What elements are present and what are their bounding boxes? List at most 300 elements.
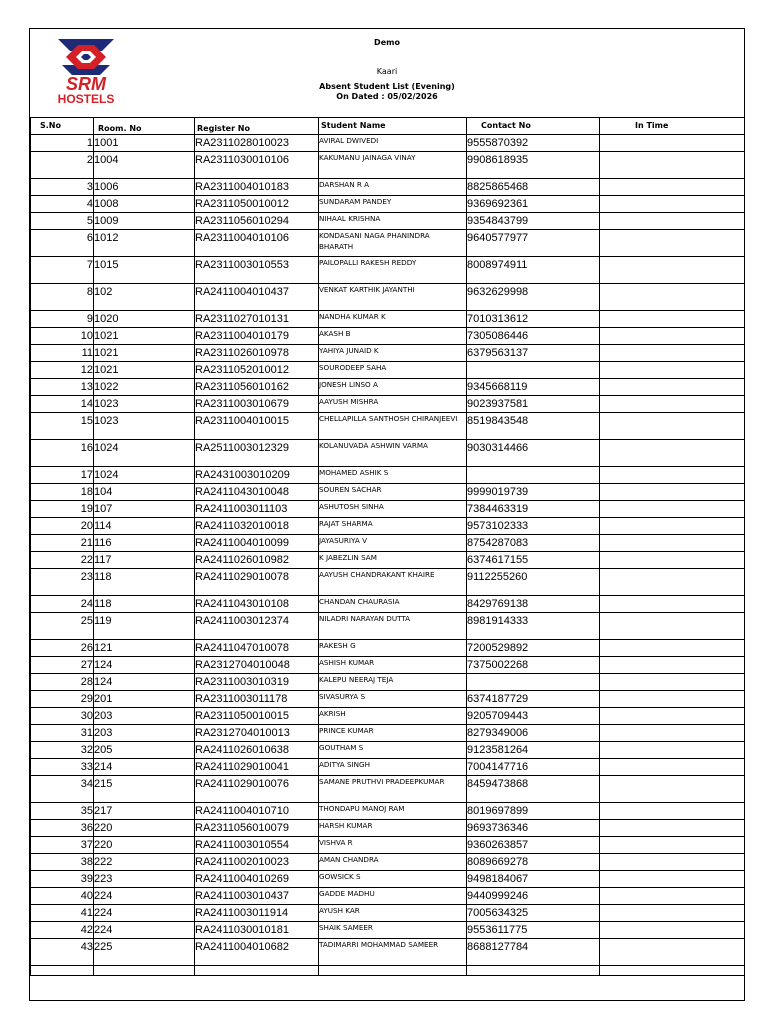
col-header-room: Room. No	[94, 118, 195, 135]
cell-room: 220	[94, 820, 195, 837]
table-row	[31, 820, 745, 837]
cell-student-name: KOLANUVADA ASHWIN VARMA	[319, 440, 467, 467]
cell-sno: 33	[31, 759, 94, 776]
cell-student-name: KAKUMANU JAINAGA VINAY	[319, 152, 467, 179]
cell-in-time	[600, 657, 745, 674]
cell-contact-no: 9030314466	[467, 440, 600, 467]
cell-contact-no: 9205709443	[467, 708, 600, 725]
cell-sno: 14	[31, 396, 94, 413]
cell-in-time	[600, 691, 745, 708]
cell-in-time	[600, 284, 745, 311]
cell-room: 201	[94, 691, 195, 708]
cell-empty	[600, 966, 745, 976]
cell-in-time	[600, 674, 745, 691]
cell-register-no: RA2311056010162	[195, 379, 319, 396]
cell-student-name: DARSHAN R A	[319, 179, 467, 196]
table-row	[31, 674, 745, 691]
cell-empty	[94, 966, 195, 976]
cell-sno: 3	[31, 179, 94, 196]
cell-student-name: PAILOPALLI RAKESH REDDY	[319, 257, 467, 284]
cell-register-no: RA2311003011178	[195, 691, 319, 708]
table-row	[31, 922, 745, 939]
cell-sno: 19	[31, 501, 94, 518]
table-row	[31, 776, 745, 803]
table-row	[31, 803, 745, 820]
cell-register-no: RA2411004010710	[195, 803, 319, 820]
table-row	[31, 535, 745, 552]
cell-student-name: VISHVA R	[319, 837, 467, 854]
cell-in-time	[600, 837, 745, 854]
cell-room: 1015	[94, 257, 195, 284]
cell-in-time	[600, 467, 745, 484]
cell-register-no: RA2431003010209	[195, 467, 319, 484]
cell-sno: 34	[31, 776, 94, 803]
cell-student-name: SHAIK SAMEER	[319, 922, 467, 939]
cell-register-no: RA2311026010978	[195, 345, 319, 362]
table-row	[31, 230, 745, 257]
cell-student-name: MOHAMED ASHIK S	[319, 467, 467, 484]
cell-room: 224	[94, 922, 195, 939]
cell-register-no: RA2311003010553	[195, 257, 319, 284]
table-row	[31, 939, 745, 966]
table-row	[31, 691, 745, 708]
report-title: Absent Student List (Evening)	[319, 82, 455, 91]
cell-contact-no: 8008974911	[467, 257, 600, 284]
cell-contact-no: 7010313612	[467, 311, 600, 328]
table-row	[31, 596, 745, 613]
cell-register-no: RA2411004010099	[195, 535, 319, 552]
cell-contact-no: 8754287083	[467, 535, 600, 552]
cell-register-no: RA2411029010078	[195, 569, 319, 596]
cell-sno: 13	[31, 379, 94, 396]
table-row	[31, 657, 745, 674]
cell-room: 1008	[94, 196, 195, 213]
cell-sno: 11	[31, 345, 94, 362]
table-row	[31, 345, 745, 362]
cell-room: 1024	[94, 440, 195, 467]
cell-student-name: AMAN CHANDRA	[319, 854, 467, 871]
cell-student-name: TADIMARRI MOHAMMAD SAMEER	[319, 939, 467, 966]
cell-room: 114	[94, 518, 195, 535]
cell-in-time	[600, 742, 745, 759]
cell-register-no: RA2411026010982	[195, 552, 319, 569]
cell-register-no: RA2312704010013	[195, 725, 319, 742]
cell-sno: 40	[31, 888, 94, 905]
cell-contact-no: 9440999246	[467, 888, 600, 905]
cell-room: 1006	[94, 179, 195, 196]
cell-in-time	[600, 888, 745, 905]
cell-room: 1001	[94, 135, 195, 152]
cell-register-no: RA2411003010437	[195, 888, 319, 905]
cell-sno: 23	[31, 569, 94, 596]
cell-contact-no: 8279349006	[467, 725, 600, 742]
cell-student-name: JAYASURIYA V	[319, 535, 467, 552]
table-row	[31, 725, 745, 742]
cell-in-time	[600, 640, 745, 657]
cell-register-no: RA2411032010018	[195, 518, 319, 535]
cell-in-time	[600, 569, 745, 596]
cell-room: 121	[94, 640, 195, 657]
cell-room: 205	[94, 742, 195, 759]
cell-in-time	[600, 179, 745, 196]
cell-contact-no: 9693736346	[467, 820, 600, 837]
cell-room: 1021	[94, 328, 195, 345]
cell-sno: 43	[31, 939, 94, 966]
cell-contact-no: 9999019739	[467, 484, 600, 501]
cell-room: 118	[94, 596, 195, 613]
cell-student-name: AYUSH KAR	[319, 905, 467, 922]
cell-sno: 22	[31, 552, 94, 569]
cell-room: 214	[94, 759, 195, 776]
table-header-row	[31, 118, 745, 135]
cell-sno: 35	[31, 803, 94, 820]
cell-room: 1012	[94, 230, 195, 257]
cell-in-time	[600, 820, 745, 837]
cell-room: 224	[94, 888, 195, 905]
cell-register-no: RA2411047010078	[195, 640, 319, 657]
cell-room: 222	[94, 854, 195, 871]
cell-in-time	[600, 213, 745, 230]
cell-register-no: RA2311050010012	[195, 196, 319, 213]
cell-contact-no: 9573102333	[467, 518, 600, 535]
cell-contact-no: 6374617155	[467, 552, 600, 569]
cell-in-time	[600, 596, 745, 613]
table-row	[31, 871, 745, 888]
cell-register-no: RA2411004010682	[195, 939, 319, 966]
cell-in-time	[600, 708, 745, 725]
logo-text-srm: SRM	[66, 74, 106, 94]
cell-sno: 25	[31, 613, 94, 640]
cell-contact-no: 9369692361	[467, 196, 600, 213]
cell-in-time	[600, 922, 745, 939]
cell-register-no: RA2411003012374	[195, 613, 319, 640]
cell-sno: 20	[31, 518, 94, 535]
cell-room: 119	[94, 613, 195, 640]
cell-sno: 36	[31, 820, 94, 837]
cell-sno: 15	[31, 413, 94, 440]
cell-student-name: ADITYA SINGH	[319, 759, 467, 776]
cell-student-name: RAJAT SHARMA	[319, 518, 467, 535]
cell-in-time	[600, 345, 745, 362]
table-row	[31, 152, 745, 179]
cell-student-name: JONESH LINSO A	[319, 379, 467, 396]
table-row	[31, 640, 745, 657]
cell-register-no: RA2312704010048	[195, 657, 319, 674]
cell-contact-no: 7384463319	[467, 501, 600, 518]
cell-contact-no: 8981914333	[467, 613, 600, 640]
cell-empty	[195, 966, 319, 976]
table-row	[31, 501, 745, 518]
cell-student-name: HARSH KUMAR	[319, 820, 467, 837]
table-row	[31, 311, 745, 328]
col-header-name: Student Name	[319, 118, 467, 135]
cell-in-time	[600, 230, 745, 257]
cell-in-time	[600, 440, 745, 467]
table-row-empty	[31, 966, 745, 976]
table-row	[31, 413, 745, 440]
cell-room: 1022	[94, 379, 195, 396]
cell-contact-no: 6379563137	[467, 345, 600, 362]
cell-student-name: SIVASURYA S	[319, 691, 467, 708]
cell-register-no: RA2311004010015	[195, 413, 319, 440]
cell-empty	[31, 966, 94, 976]
cell-student-name: VENKAT KARTHIK JAYANTHI	[319, 284, 467, 311]
cell-room: 203	[94, 708, 195, 725]
cell-room: 124	[94, 657, 195, 674]
table-row	[31, 905, 745, 922]
cell-in-time	[600, 939, 745, 966]
table-row	[31, 328, 745, 345]
table-row	[31, 888, 745, 905]
cell-contact-no: 7005634325	[467, 905, 600, 922]
col-header-in-time: In Time	[600, 118, 745, 135]
cell-student-name: AVIRAL DWIVEDI	[319, 135, 467, 152]
table-row	[31, 837, 745, 854]
absent-student-table	[30, 117, 745, 976]
table-row	[31, 854, 745, 871]
cell-room: 220	[94, 837, 195, 854]
cell-student-name: K JABEZLIN SAM	[319, 552, 467, 569]
cell-student-name: AAYUSH CHANDRAKANT KHAIRE	[319, 569, 467, 596]
cell-in-time	[600, 535, 745, 552]
cell-contact-no: 7004147716	[467, 759, 600, 776]
org-name: Demo	[374, 38, 400, 47]
cell-sno: 37	[31, 837, 94, 854]
cell-register-no: RA2411030010181	[195, 922, 319, 939]
table-row	[31, 362, 745, 379]
table-row	[31, 396, 745, 413]
cell-student-name: CHANDAN CHAURASIA	[319, 596, 467, 613]
cell-contact-no: 6374187729	[467, 691, 600, 708]
cell-in-time	[600, 803, 745, 820]
cell-student-name: NANDHA KUMAR K	[319, 311, 467, 328]
cell-contact-no: 8519843548	[467, 413, 600, 440]
col-header-contact: Contact No	[467, 118, 600, 135]
cell-in-time	[600, 135, 745, 152]
cell-contact-no: 8429769138	[467, 596, 600, 613]
cell-contact-no	[467, 674, 600, 691]
cell-sno: 31	[31, 725, 94, 742]
cell-contact-no: 7200529892	[467, 640, 600, 657]
cell-student-name: THONDAPU MANOJ RAM	[319, 803, 467, 820]
cell-sno: 17	[31, 467, 94, 484]
cell-student-name: GOWSICK S	[319, 871, 467, 888]
cell-in-time	[600, 725, 745, 742]
cell-room: 116	[94, 535, 195, 552]
cell-register-no: RA2311028010023	[195, 135, 319, 152]
cell-sno: 24	[31, 596, 94, 613]
cell-student-name: KONDASANI NAGA PHANINDRA BHARATH	[319, 230, 467, 257]
cell-register-no: RA2411004010437	[195, 284, 319, 311]
cell-student-name: GOUTHAM S	[319, 742, 467, 759]
cell-room: 104	[94, 484, 195, 501]
cell-sno: 39	[31, 871, 94, 888]
cell-sno: 10	[31, 328, 94, 345]
cell-sno: 16	[31, 440, 94, 467]
cell-student-name: ASHISH KUMAR	[319, 657, 467, 674]
cell-in-time	[600, 152, 745, 179]
report-date: On Dated : 05/02/2026	[336, 92, 438, 101]
cell-in-time	[600, 362, 745, 379]
cell-room: 117	[94, 552, 195, 569]
logo-text-hostels: HOSTELS	[57, 92, 115, 105]
cell-register-no: RA2311004010183	[195, 179, 319, 196]
table-row	[31, 196, 745, 213]
cell-sno: 38	[31, 854, 94, 871]
cell-register-no: RA2411003010554	[195, 837, 319, 854]
cell-register-no: RA2411002010023	[195, 854, 319, 871]
cell-register-no: RA2311052010012	[195, 362, 319, 379]
cell-in-time	[600, 379, 745, 396]
cell-in-time	[600, 257, 745, 284]
cell-in-time	[600, 613, 745, 640]
cell-room: 107	[94, 501, 195, 518]
cell-sno: 18	[31, 484, 94, 501]
cell-contact-no: 9123581264	[467, 742, 600, 759]
cell-contact-no: 9908618935	[467, 152, 600, 179]
cell-contact-no: 9023937581	[467, 396, 600, 413]
cell-room: 223	[94, 871, 195, 888]
cell-sno: 27	[31, 657, 94, 674]
cell-student-name: AKASH B	[319, 328, 467, 345]
cell-contact-no	[467, 467, 600, 484]
cell-register-no: RA2311050010015	[195, 708, 319, 725]
table-row	[31, 257, 745, 284]
cell-sno: 5	[31, 213, 94, 230]
cell-room: 1009	[94, 213, 195, 230]
table-row	[31, 518, 745, 535]
col-header-sno: S.No	[31, 118, 94, 135]
cell-contact-no: 9345668119	[467, 379, 600, 396]
cell-register-no: RA2411029010041	[195, 759, 319, 776]
cell-room: 102	[94, 284, 195, 311]
cell-room: 217	[94, 803, 195, 820]
cell-room: 225	[94, 939, 195, 966]
cell-empty	[467, 966, 600, 976]
cell-contact-no: 8688127784	[467, 939, 600, 966]
cell-in-time	[600, 776, 745, 803]
cell-sno: 4	[31, 196, 94, 213]
table-row	[31, 467, 745, 484]
cell-register-no: RA2411043010108	[195, 596, 319, 613]
table-row	[31, 552, 745, 569]
cell-in-time	[600, 396, 745, 413]
cell-sno: 29	[31, 691, 94, 708]
cell-sno: 42	[31, 922, 94, 939]
cell-register-no: RA2411003011103	[195, 501, 319, 518]
cell-in-time	[600, 518, 745, 535]
col-header-register: Register No	[195, 118, 319, 135]
cell-contact-no: 9640577977	[467, 230, 600, 257]
cell-student-name: YAHIYA JUNAID K	[319, 345, 467, 362]
cell-room: 1004	[94, 152, 195, 179]
cell-student-name: KALEPU NEERAJ TEJA	[319, 674, 467, 691]
cell-sno: 1	[31, 135, 94, 152]
cell-student-name: PRINCE KUMAR	[319, 725, 467, 742]
cell-register-no: RA2411004010269	[195, 871, 319, 888]
cell-student-name: AAYUSH MISHRA	[319, 396, 467, 413]
cell-register-no: RA2311003010679	[195, 396, 319, 413]
cell-register-no: RA2411029010076	[195, 776, 319, 803]
cell-register-no: RA2311003010319	[195, 674, 319, 691]
cell-sno: 32	[31, 742, 94, 759]
cell-register-no: RA2311027010131	[195, 311, 319, 328]
cell-room: 203	[94, 725, 195, 742]
table-row	[31, 484, 745, 501]
table-row	[31, 742, 745, 759]
cell-in-time	[600, 905, 745, 922]
cell-student-name: GADDE MADHU	[319, 888, 467, 905]
cell-contact-no: 8459473868	[467, 776, 600, 803]
cell-register-no: RA2411003011914	[195, 905, 319, 922]
cell-student-name: SOUREN SACHAR	[319, 484, 467, 501]
cell-contact-no: 9553611775	[467, 922, 600, 939]
cell-sno: 26	[31, 640, 94, 657]
cell-in-time	[600, 328, 745, 345]
cell-sno: 41	[31, 905, 94, 922]
table-row	[31, 379, 745, 396]
cell-in-time	[600, 854, 745, 871]
cell-student-name: SOURODEEP SAHA	[319, 362, 467, 379]
cell-room: 1023	[94, 396, 195, 413]
cell-contact-no	[467, 362, 600, 379]
cell-student-name: ASHUTOSH SINHA	[319, 501, 467, 518]
cell-room: 124	[94, 674, 195, 691]
table-row	[31, 440, 745, 467]
table-row	[31, 759, 745, 776]
cell-sno: 21	[31, 535, 94, 552]
cell-in-time	[600, 501, 745, 518]
cell-student-name: RAKESH G	[319, 640, 467, 657]
cell-contact-no: 9632629998	[467, 284, 600, 311]
table-row	[31, 135, 745, 152]
cell-sno: 8	[31, 284, 94, 311]
table-row	[31, 284, 745, 311]
cell-student-name: AKRISH	[319, 708, 467, 725]
cell-in-time	[600, 484, 745, 501]
cell-room: 1020	[94, 311, 195, 328]
cell-sno: 6	[31, 230, 94, 257]
table-row	[31, 569, 745, 596]
cell-contact-no: 9555870392	[467, 135, 600, 152]
cell-in-time	[600, 196, 745, 213]
cell-register-no: RA2311056010079	[195, 820, 319, 837]
cell-sno: 9	[31, 311, 94, 328]
cell-contact-no: 8019697899	[467, 803, 600, 820]
cell-in-time	[600, 552, 745, 569]
cell-sno: 30	[31, 708, 94, 725]
cell-sno: 28	[31, 674, 94, 691]
cell-room: 224	[94, 905, 195, 922]
cell-register-no: RA2311056010294	[195, 213, 319, 230]
table-row	[31, 179, 745, 196]
cell-contact-no: 9354843799	[467, 213, 600, 230]
table-row	[31, 613, 745, 640]
cell-room: 1021	[94, 362, 195, 379]
cell-sno: 12	[31, 362, 94, 379]
cell-contact-no: 7375002268	[467, 657, 600, 674]
cell-room: 118	[94, 569, 195, 596]
cell-room: 215	[94, 776, 195, 803]
cell-contact-no: 7305086446	[467, 328, 600, 345]
table-row	[31, 708, 745, 725]
cell-student-name: SAMANE PRUTHVI PRADEEPKUMAR	[319, 776, 467, 803]
cell-register-no: RA2311004010179	[195, 328, 319, 345]
report-header	[30, 29, 744, 117]
cell-in-time	[600, 413, 745, 440]
cell-student-name: CHELLAPILLA SANTHOSH CHIRANJEEVI	[319, 413, 467, 440]
cell-room: 1021	[94, 345, 195, 362]
